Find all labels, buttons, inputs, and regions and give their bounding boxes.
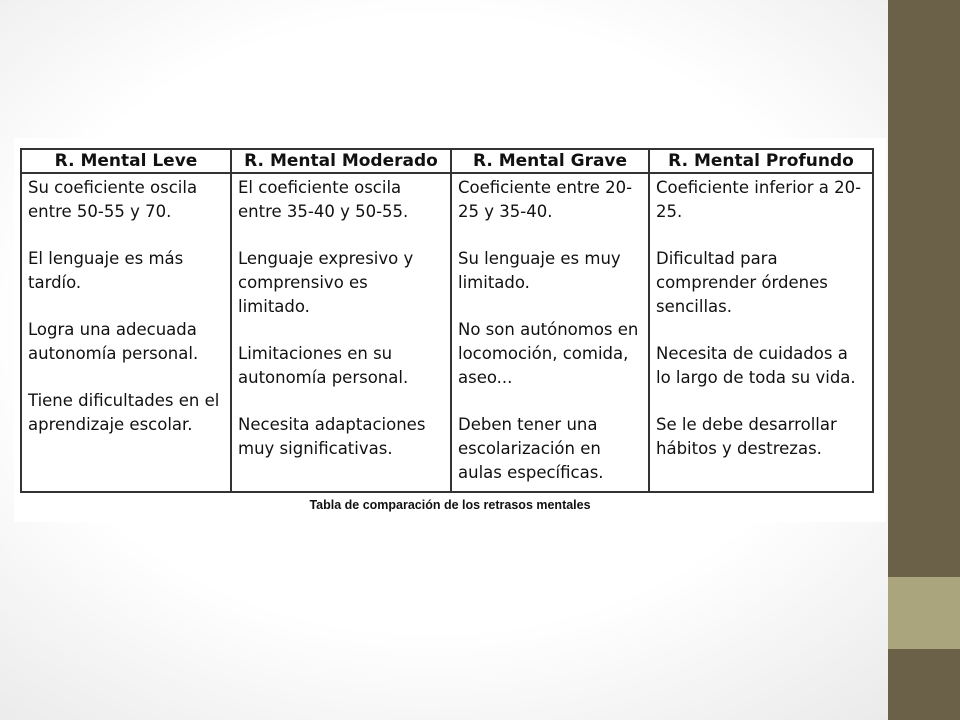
cell-paragraph: Lenguaje expresivo y comprensivo es limitado.: [238, 249, 414, 316]
column-header-leve: R. Mental Leve: [21, 149, 231, 173]
cell-paragraph: El coeficiente oscila entre 35-40 y 50-55.: [238, 178, 409, 221]
cell-paragraph: Necesita de cuidados a lo largo de toda su vida.: [656, 344, 856, 387]
comparison-table-figure: [14, 138, 886, 522]
sidebar-bottom-block: [888, 649, 960, 720]
cell-leve: [21, 173, 231, 492]
cell-paragraph: Se le debe desarrollar hábitos y destrezas.: [656, 415, 837, 458]
table-caption: Tabla de comparación de los retrasos mentales: [309, 498, 591, 512]
cell-paragraph: Coeficiente inferior a 20-25.: [656, 178, 862, 221]
cell-paragraph: Dificultad para comprender órdenes sencillas.: [656, 249, 828, 316]
cell-paragraph: Su coeficiente oscila entre 50-55 y 70.: [28, 178, 198, 221]
cell-moderado: [231, 173, 451, 492]
cell-paragraph: Deben tener una escolarización en aulas específicas.: [458, 415, 604, 482]
cell-paragraph: Su lenguaje es muy limitado.: [458, 249, 621, 292]
cell-paragraph: Tiene dificultades en el aprendizaje escolar.: [28, 391, 220, 434]
table-header-row: [21, 149, 873, 173]
column-header-profundo: R. Mental Profundo: [649, 149, 873, 173]
sidebar-middle-block: [888, 577, 960, 649]
cell-profundo: [649, 173, 873, 492]
slide-sidebar-decoration: [888, 0, 960, 720]
sidebar-top-block: [888, 0, 960, 577]
table-body-row: [21, 173, 873, 492]
cell-paragraph: No son autónomos en locomoción, comida, aseo...: [458, 320, 639, 387]
cell-paragraph: El lenguaje es más tardío.: [28, 249, 184, 292]
cell-paragraph: Coeficiente entre 20-25 y 35-40.: [458, 178, 633, 221]
cell-paragraph: Logra una adecuada autonomía personal.: [28, 320, 199, 363]
comparison-table: [20, 148, 874, 493]
cell-paragraph: Limitaciones en su autonomía personal.: [238, 344, 409, 387]
column-header-grave: R. Mental Grave: [451, 149, 649, 173]
column-header-moderado: R. Mental Moderado: [231, 149, 451, 173]
cell-paragraph: Necesita adaptaciones muy significativas.: [238, 415, 426, 458]
cell-grave: [451, 173, 649, 492]
